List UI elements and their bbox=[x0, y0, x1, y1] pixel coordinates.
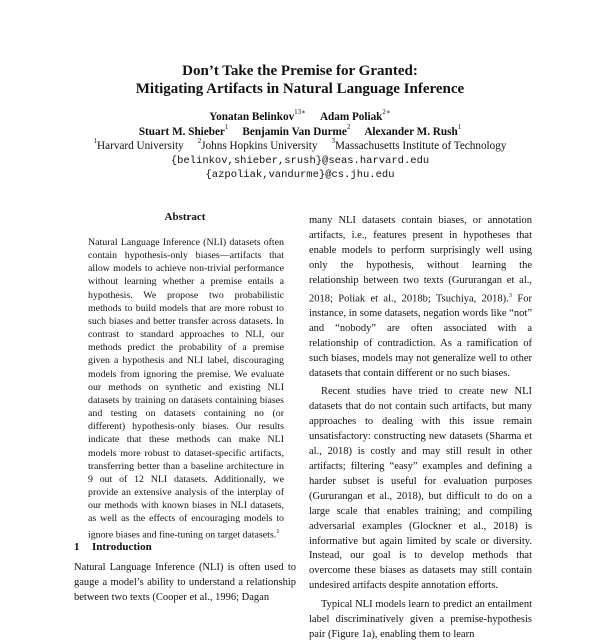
author-name: Benjamin Van Durme bbox=[242, 125, 347, 138]
author-affil-mark: 1 bbox=[457, 122, 462, 131]
footnote-mark: 3 bbox=[508, 291, 513, 299]
paragraph: Typical NLI models learn to predict an entailment label discriminatively given a premise-hypothesis pair (Figure 1a), enabling them to learn bbox=[309, 599, 532, 640]
author-affil-mark: 13∗ bbox=[294, 108, 306, 117]
author-affil-mark: 2 bbox=[346, 122, 351, 131]
paragraph-text: For instance, in some datasets, negation words like “not” and “nobody” are often associated with a relationship of contradiction. As a ramification of such biases, models may not generalize well to other datasets that contain different or no such biases. bbox=[309, 293, 532, 379]
abstract-text: Natural Language Inference (NLI) datasets often contain hypothesis-only biases—artifacts that allow models to achieve non-trivial performance without learning whether a premise entails a hypothesis. We propose two probabilistic methods to build models that are more robust to such biases and better transfer across datasets. In contrast to standard approaches to NLI, our methods predict the probability of a premise given a hypothesis and NLI label, discouraging models from ignoring the premise. We evaluate our methods on synthetic and existing NLI datasets by training on datasets containing biases and testing on datasets containing no (or different) hypothesis-only biases. Our results indicate that these methods can make NLI models more robust to dataset-specific artifacts, transferring better than a baseline architecture in 9 out of 12 NLI datasets. Additionally, we provide an extensive analysis of the interplay of our methods with known biases in NLI datasets, as well as the effects of encouraging models to ignore biases and fine-tuning on target datasets. bbox=[88, 237, 284, 541]
affil-mark: 2 bbox=[197, 137, 202, 146]
email-line-1: {belinkov,shieber,srush}@seas.harvard.edu bbox=[170, 154, 430, 167]
section-heading-introduction bbox=[74, 541, 152, 553]
affil-mark: 3 bbox=[331, 137, 335, 146]
paragraph: Recent studies have tried to create new NLI datasets that do not contain such artifacts, but many approaches to dealing with this issue remain unsatisfactory: constructing new datasets (Sharma et al., 2018) is costly and may still result in other artifacts; filtering “easy” examples and defining a harder subset is useful for evaluation purposes (Gururangan et al., 2018), but difficult to do on a large scale that enables training; and compiling adversarial examples (Glockner et al., 2018) is informative but again limited by scale or diversity. Instead, our goal is to develop methods that overcome these biases as datasets may still contain undesired artifacts despite annotation efforts. bbox=[309, 386, 532, 592]
paragraph bbox=[309, 214, 532, 381]
section-title: Introduction bbox=[92, 541, 152, 553]
paper-title bbox=[0, 62, 600, 98]
affiliation: Johns Hopkins University bbox=[201, 140, 318, 152]
title-line-2: Mitigating Artifacts in Natural Language Inference bbox=[135, 81, 465, 97]
author-name: Stuart M. Shieber bbox=[138, 125, 225, 138]
author-affil-mark: 2∗ bbox=[382, 108, 391, 117]
email-line-2: {azpoliak,vandurme}@cs.jhu.edu bbox=[205, 169, 395, 181]
abstract-heading: Abstract bbox=[164, 211, 206, 223]
author-name: Alexander M. Rush bbox=[364, 125, 458, 138]
affil-mark: 1 bbox=[93, 137, 98, 146]
author-row-2 bbox=[0, 122, 600, 140]
paragraph: Natural Language Inference (NLI) is often used to gauge a model’s ability to understand a relationship between two texts (Cooper et al., 1996; Dagan bbox=[74, 562, 296, 603]
author-name: Adam Poliak bbox=[319, 111, 383, 123]
author-block bbox=[0, 110, 600, 183]
affiliation-row bbox=[0, 139, 600, 154]
footnote-mark: 1 bbox=[276, 528, 280, 536]
author-affil-mark: 1 bbox=[224, 122, 229, 131]
affiliation: Harvard University bbox=[97, 140, 184, 152]
author-name: Yonatan Belinkov bbox=[209, 111, 295, 123]
paragraph-text: many NLI datasets contain biases, or annotation artifacts, i.e., features present in hypotheses that enable models to perform surprisingly well using only the hypothesis, without learning the relationship between two texts (Gururangan et al., 2018; Poliak et al., 2018b; Tsuchiya, 2018). bbox=[309, 215, 532, 305]
author-row-1 bbox=[0, 110, 600, 125]
section-number: 1 bbox=[74, 541, 80, 553]
title-line-1: Don’t Take the Premise for Granted: bbox=[182, 63, 418, 79]
right-column bbox=[309, 214, 532, 643]
introduction-body bbox=[74, 561, 296, 606]
abstract-body bbox=[88, 236, 284, 542]
affiliation: Massachusetts Institute of Technology bbox=[334, 140, 507, 152]
